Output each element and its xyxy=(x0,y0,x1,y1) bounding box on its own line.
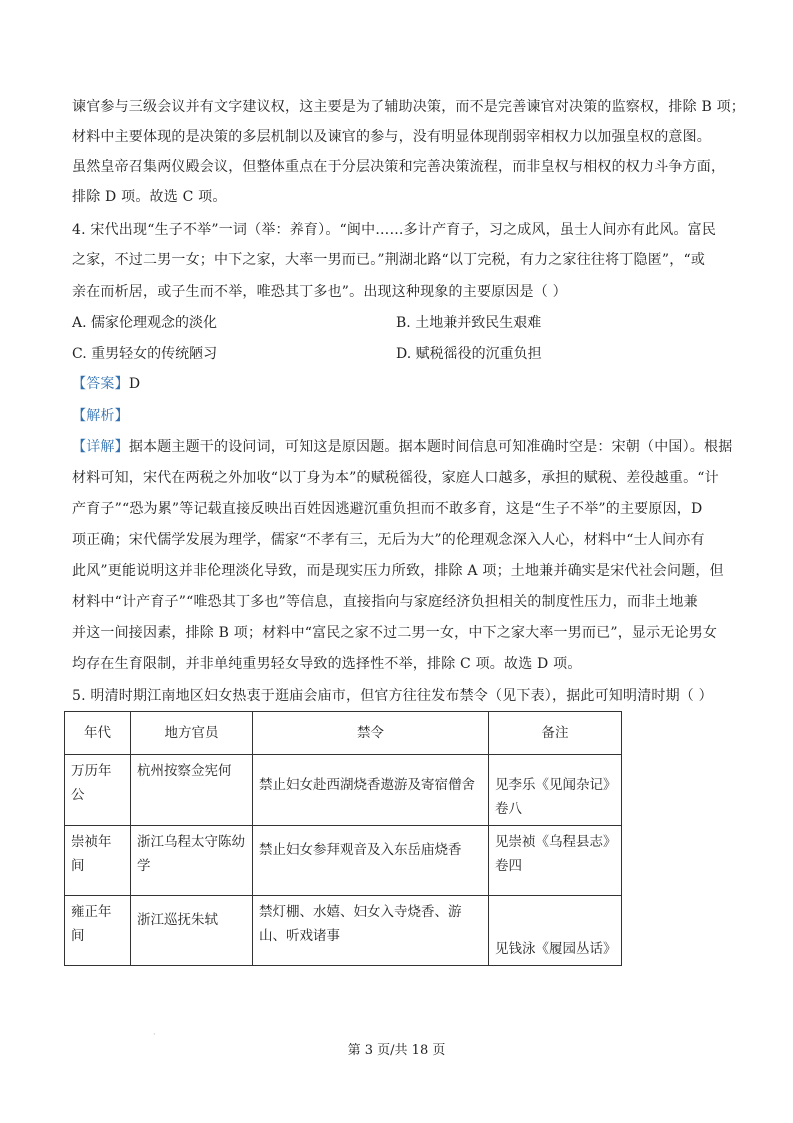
option-a: A. 儒家伦理观念的淡化 xyxy=(72,315,218,331)
text-line: 材料中主要体现的是决策的多层机制以及谏官的参与，没有明显体现削弱宰相权力以加强皇权的意图。 xyxy=(72,129,711,145)
table-row xyxy=(65,826,622,896)
answer-tag: 【答案】 xyxy=(72,376,129,392)
option-b: B. 土地兼并致民生艰难 xyxy=(396,315,542,331)
detail-tag: 【详解】 xyxy=(72,439,129,455)
text-line: 排除 D 项。故选 C 项。 xyxy=(72,189,227,205)
cell-official: 浙江乌程太守陈幼学 xyxy=(131,826,253,896)
cell-note: 见李乐《见闻杂记》卷八 xyxy=(489,755,622,826)
cell-official: 浙江巡抚朱轼 xyxy=(131,896,253,966)
answer-line xyxy=(72,374,140,394)
detail-line: 并这一间接因素，排除 B 项；材料中“富民之家不过二男一女，中下之家大率一男而已”，显示无论男女 xyxy=(72,625,718,641)
table-row xyxy=(65,755,622,826)
analysis-line xyxy=(72,406,129,426)
answer-value: D xyxy=(128,376,141,392)
detail-line: 材料可知，宋代在两税之外加收“以丁身为本”的赋税徭役，家庭人口越多，承担的赋税、差役越重。“计 xyxy=(72,470,719,486)
question-4-line: 4. 宋代出现“生子不举”一词（举：养育）。“闽中……多计产育子，习之成风，虽士人间亦有此风。富民 xyxy=(72,222,717,238)
cell-official: 杭州按察佥宪何 xyxy=(131,755,253,826)
decorative-dot: · xyxy=(153,1030,156,1039)
text-line: 谏官参与三级会议并有文字建议权，这主要是为了辅助决策，而不是完善谏官对决策的监察权，排除 B 项； xyxy=(72,99,745,115)
cell-era: 雍正年间 xyxy=(65,896,131,966)
cell-note: 见钱泳《履园丛话》 xyxy=(489,896,622,966)
cell-ban: 禁止妇女参拜观音及入东岳庙烧香 xyxy=(253,826,489,896)
cell-ban: 禁止妇女赴西湖烧香遨游及寄宿僧舍 xyxy=(253,755,489,826)
detail-line: 产育子”“恐为累”等记载直接反映出百姓因逃避沉重负担而不敢多育，这是“生子不举”的主要原因，D xyxy=(72,501,703,517)
header-era: 年代 xyxy=(65,712,131,755)
header-official: 地方官员 xyxy=(131,712,253,755)
table-row xyxy=(65,896,622,966)
detail-line: 材料中“计产育子”“唯恐其丁多也”等信息，直接指向与家庭经济负担相关的制度性压力，而非土地兼 xyxy=(72,594,698,610)
option-d: D. 赋税徭役的沉重负担 xyxy=(396,346,542,362)
cell-era: 崇祯年间 xyxy=(65,826,131,896)
text-line: 虽然皇帝召集两仪殿会议，但整体重点在于分层决策和完善决策流程，而非皇权与相权的权力斗争方面， xyxy=(72,159,726,175)
question-5-line: 5. 明清时期江南地区妇女热衷于逛庙会庙市，但官方往往发布禁令（见下表），据此可知明清时期（ ） xyxy=(72,688,713,704)
cell-era: 万历年公 xyxy=(65,755,131,826)
cell-ban: 禁灯棚、水嬉、妇女入寺烧香、游山、听戏诸事 xyxy=(253,896,489,966)
option-c: C. 重男轻女的传统陋习 xyxy=(72,346,218,362)
detail-line: 项正确；宋代儒学发展为理学，儒家“不孝有三，无后为大”的伦理观念深入人心，材料中“士人间亦有 xyxy=(72,532,705,548)
header-ban: 禁令 xyxy=(253,712,489,755)
ban-table xyxy=(64,711,622,966)
detail-line: 此风”更能说明这并非伦理淡化导致，而是现实压力所致，排除 A 项；土地兼并确实是宋代社会问题，但 xyxy=(72,563,724,579)
page-footer: 第 3 页/共 18 页 xyxy=(347,1043,446,1058)
detail-line: 均存在生育限制，并非单纯重男轻女导致的选择性不举，排除 C 项。故选 D 项。 xyxy=(72,656,582,672)
analysis-tag: 【解析】 xyxy=(72,408,129,424)
question-4-line: 之家，不过二男一女；中下之家，大率一男而已。”荆湖北路“以丁完税，有力之家往往将丁隐匿”，“或 xyxy=(72,252,706,268)
header-note: 备注 xyxy=(489,712,622,755)
question-4-line: 亲在而析居，或子生而不举，唯恐其丁多也”。出现这种现象的主要原因是（ ） xyxy=(72,284,567,300)
cell-note: 见崇祯《乌程县志》卷四 xyxy=(489,826,622,896)
detail-text: 据本题主题干的设问词，可知这是原因题。据本题时间信息可知准确时空是：宋朝（中国）。根据 xyxy=(128,439,733,455)
table-header-row xyxy=(65,712,622,755)
detail-line xyxy=(72,437,732,457)
